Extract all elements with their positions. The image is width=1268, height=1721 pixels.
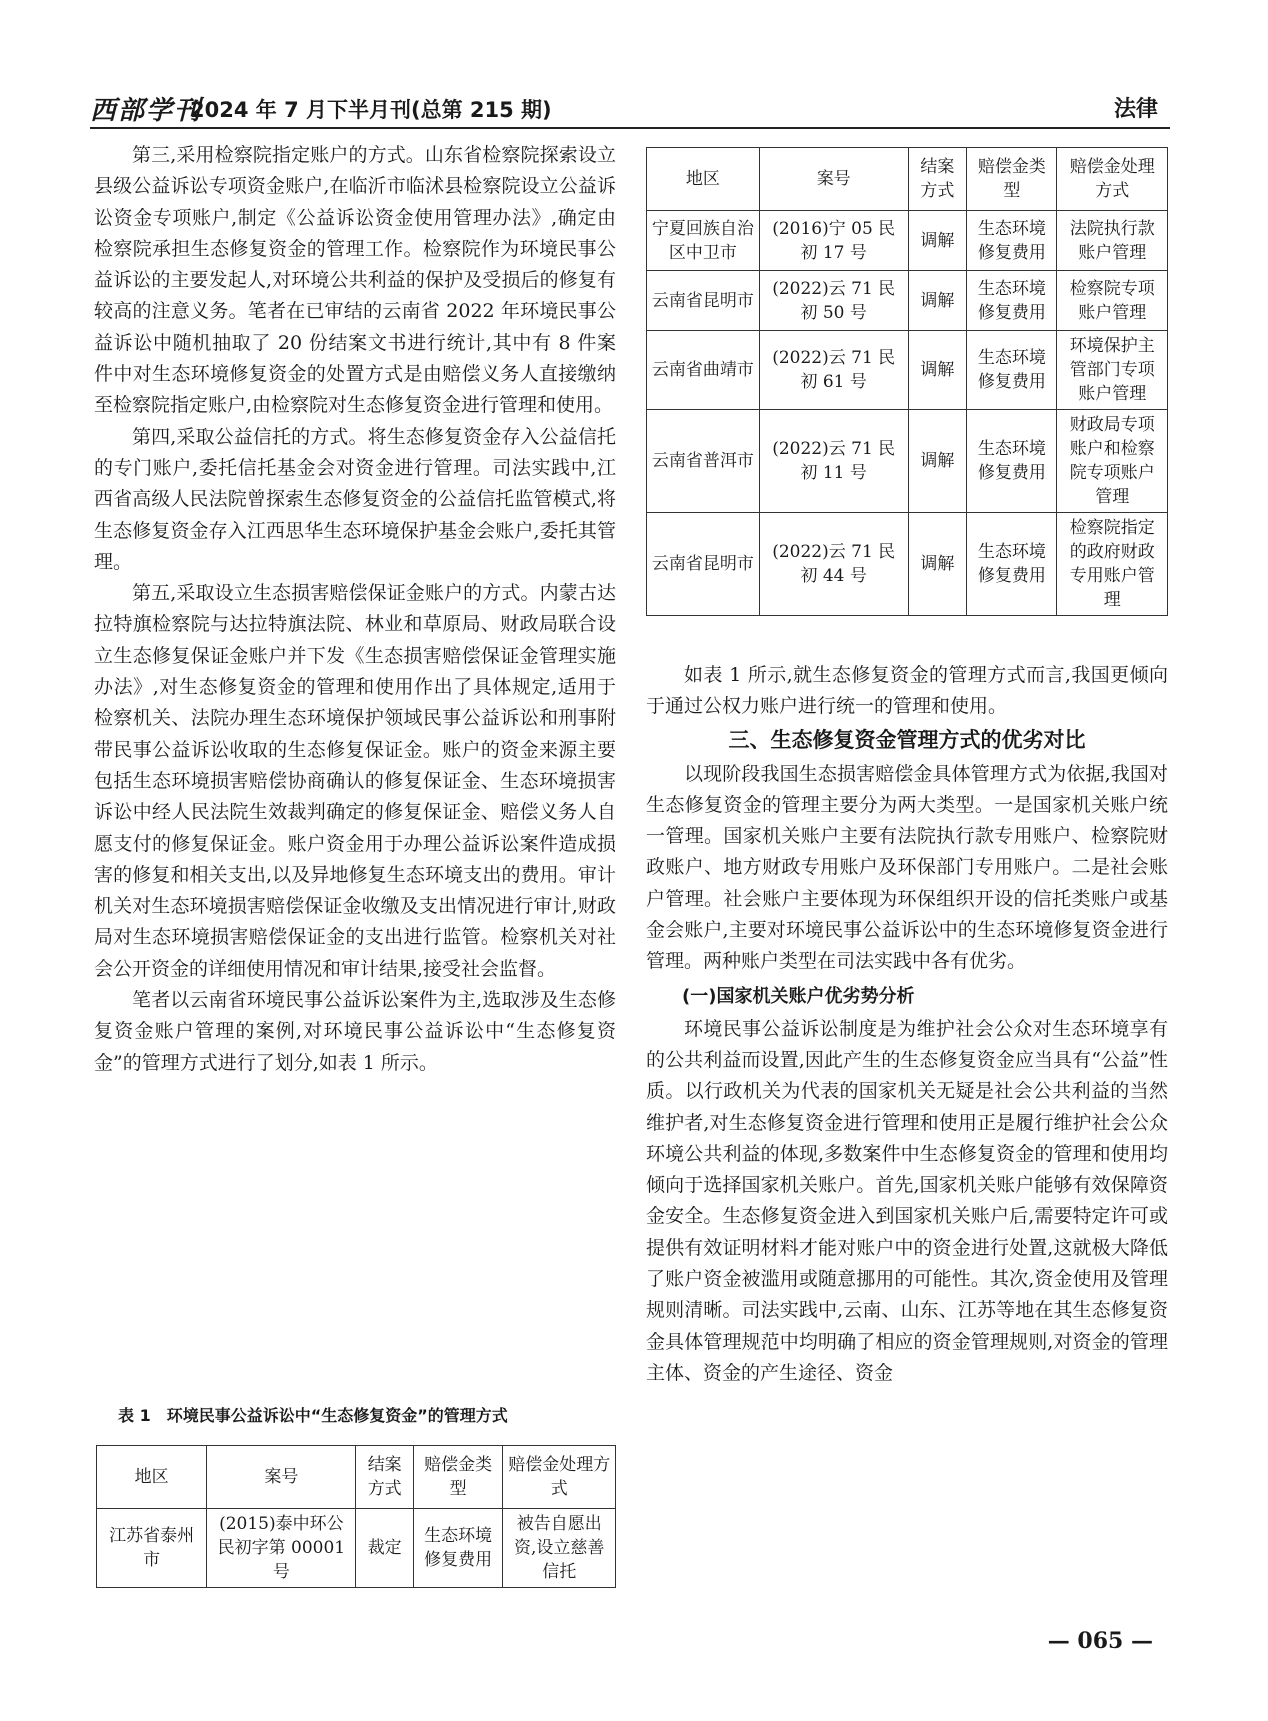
paragraph: 第四,采取公益信托的方式。将生态修复资金存入公益信托的专门账户,委托信托基金会对资金进行管理。司法实践中,江西省高级人民法院曾探索生态修复资金的公益信托监管模式,将生态修复资金存入江西思华生态环境保护基金会账户,委托其管理。 xyxy=(94,425,616,573)
table-cell: 生态环境修复费用 xyxy=(967,211,1057,271)
paragraph: 环境民事公益诉讼制度是为维护社会公众对生态环境享有的公共利益而设置,因此产生的生态修复资金应当具有“公益”性质。以行政机关为代表的国家机关无疑是社会公共利益的当然维护者,对生态修复资金进行管理和使用正是履行维护社会公众环境公共利益的体现,多数案件中生态修复资金的管理和使用均倾向于选择国家机关账户。首先,国家机关账户能够有效保障资金安全。生态修复资金进入到国家机关账户后,需要特定许可或提供有效证明材料才能对账户中的资金进行处置,这就极大降低了账户资金被滥用或随意挪用的可能性。其次,资金使用及管理规则清晰。司法实践中,云南、山东、江苏等地在其生态修复资金具体管理规范中均明确了相应的资金管理规则,对资金的管理主体、资金的产生途径、资金 xyxy=(646,1017,1168,1384)
table-cell: (2022)云 71 民初 61 号 xyxy=(759,331,908,410)
table-cell: 云南省昆明市 xyxy=(647,271,760,331)
table-cell: 调解 xyxy=(908,331,967,410)
table-header-cell: 地区 xyxy=(97,1446,207,1509)
paragraph: 第五,采取设立生态损害赔偿保证金账户的方式。内蒙古达拉特旗检察院与达拉特旗法院、林业和草原局、财政局联合设立生态修复保证金账户并下发《生态损害赔偿保证金管理实施办法》,对生态修复资金的管理和使用作出了具体规定,适用于检察机关、法院办理生态环境保护领域民事公益诉讼和刑事附带民事公益诉讼收取的生态修复保证金。账户的资金来源主要包括生态环境损害赔偿协商确认的修复保证金、生态环境损害诉讼中经人民法院生效裁判确定的修复保证金、赔偿义务人自愿支付的修复保证金。账户资金用于办理公益诉讼案件造成损害的修复和相关支出,以及异地修复生态环境支出的费用。审计机关对生态环境损害赔偿保证金收缴及支出情况进行审计,财政局对生态环境损害赔偿保证金的支出进行监管。检察机关对社会公开资金的详细使用情况和审计结果,接受社会监督。 xyxy=(94,582,616,980)
table-header-cell: 赔偿金类型 xyxy=(967,148,1057,211)
table-row xyxy=(647,271,1168,331)
section-heading: 三、生态修复资金管理方式的优劣对比 xyxy=(728,727,1086,752)
table-header-cell: 案号 xyxy=(759,148,908,211)
table-cell: 调解 xyxy=(908,410,967,513)
section-name: 法律 xyxy=(1113,97,1158,122)
table-cell: (2022)云 71 民初 44 号 xyxy=(759,513,908,616)
table-cell: 法院执行款账户管理 xyxy=(1057,211,1168,271)
journal-logo: 西部学刊 xyxy=(90,96,203,126)
table-cell: 调解 xyxy=(908,211,967,271)
subsection-heading: (一)国家机关账户优劣势分析 xyxy=(682,985,915,1007)
right-column xyxy=(646,660,1168,1389)
table-cell: 检察院专项账户管理 xyxy=(1057,271,1168,331)
paragraph: 如表 1 所示,就生态修复资金的管理方式而言,我国更倾向于通过公权力账户进行统一的管理和使用。 xyxy=(646,664,1168,718)
table-row xyxy=(647,331,1168,410)
table-cell: 宁夏回族自治区中卫市 xyxy=(647,211,760,271)
table-cell: (2022)云 71 民初 50 号 xyxy=(759,271,908,331)
table-header-row xyxy=(97,1446,616,1509)
table-cell: 调解 xyxy=(908,271,967,331)
data-table-part-2 xyxy=(646,147,1168,616)
table-header-cell: 结案方式 xyxy=(356,1446,413,1509)
table-cell: 云南省昆明市 xyxy=(647,513,760,616)
table-cell: 裁定 xyxy=(356,1509,413,1588)
header-rule xyxy=(90,127,1170,129)
table-row xyxy=(97,1509,616,1588)
table-cell: 生态环境修复费用 xyxy=(967,331,1057,410)
paragraph: 第三,采用检察院指定账户的方式。山东省检察院探索设立县级公益诉讼专项资金账户,在临沂市临沭县检察院设立公益诉讼资金专项账户,制定《公益诉讼资金使用管理办法》,确定由检察院承担生态修复资金的管理工作。检察院作为环境民事公益诉讼的主要发起人,对环境公共利益的保护及受损后的修复有较高的注意义务。笔者在已审结的云南省 2022 年环境民事公益诉讼中随机抽取了 20 份结案文书进行统计,其中有 8 件案件中对生态环境修复资金的处置方式是由赔偿义务人直接缴纳至检察院指定账户,由检察院对生态修复资金进行管理和使用。 xyxy=(94,144,616,417)
table-cell: 江苏省泰州市 xyxy=(97,1509,207,1588)
table-cell: 检察院指定的政府财政专用账户管理 xyxy=(1057,513,1168,616)
table-header-cell: 地区 xyxy=(647,148,760,211)
table-caption: 表 1 环境民事公益诉讼中“生态修复资金”的管理方式 xyxy=(118,1406,508,1425)
table-cell: (2016)宁 05 民初 17 号 xyxy=(759,211,908,271)
table-header-cell: 赔偿金处理方式 xyxy=(1057,148,1168,211)
table-cell: (2015)泰中环公民初字第 00001 号 xyxy=(207,1509,356,1588)
table-row xyxy=(647,410,1168,513)
table-row xyxy=(647,211,1168,271)
paragraph: 笔者以云南省环境民事公益诉讼案件为主,选取涉及生态修复资金账户管理的案例,对环境民事公益诉讼中“生态修复资金”的管理方式进行了划分,如表 1 所示。 xyxy=(94,989,616,1074)
page-number: — 065 — xyxy=(1047,1628,1153,1654)
table-cell: 生态环境修复费用 xyxy=(967,271,1057,331)
table-cell: 生态环境修复费用 xyxy=(413,1509,503,1588)
table-cell: 生态环境修复费用 xyxy=(967,513,1057,616)
table-cell: 环境保护主管部门专项账户管理 xyxy=(1057,331,1168,410)
table-row xyxy=(647,513,1168,616)
table-header-cell: 结案方式 xyxy=(908,148,967,211)
table-cell: 云南省普洱市 xyxy=(647,410,760,513)
table-header-cell: 案号 xyxy=(207,1446,356,1509)
table-header-row xyxy=(647,148,1168,211)
table-cell: 调解 xyxy=(908,513,967,616)
issue-info: 2024 年 7 月下半月刊(总第 215 期) xyxy=(190,98,552,122)
paragraph: 以现阶段我国生态损害赔偿金具体管理方式为依据,我国对生态修复资金的管理主要分为两大类型。一是国家机关账户统一管理。国家机关账户主要有法院执行款专用账户、检察院财政账户、地方财政专用账户及环保部门专用账户。二是社会账户管理。社会账户主要体现为环保组织开设的信托类账户或基金会账户,主要对环境民事公益诉讼中的生态环境修复资金进行管理。两种账户类型在司法实践中各有优劣。 xyxy=(646,762,1168,973)
table-cell: 财政局专项账户和检察院专项账户管理 xyxy=(1057,410,1168,513)
table-cell: 云南省曲靖市 xyxy=(647,331,760,410)
table-cell: 生态环境修复费用 xyxy=(967,410,1057,513)
table-cell: (2022)云 71 民初 11 号 xyxy=(759,410,908,513)
table-header-cell: 赔偿金类型 xyxy=(413,1446,503,1509)
running-header xyxy=(90,88,1170,128)
table-cell: 被告自愿出资,设立慈善信托 xyxy=(503,1509,616,1588)
table-header-cell: 赔偿金处理方式 xyxy=(503,1446,616,1509)
left-column xyxy=(94,140,616,1079)
data-table-part-1 xyxy=(96,1445,616,1588)
